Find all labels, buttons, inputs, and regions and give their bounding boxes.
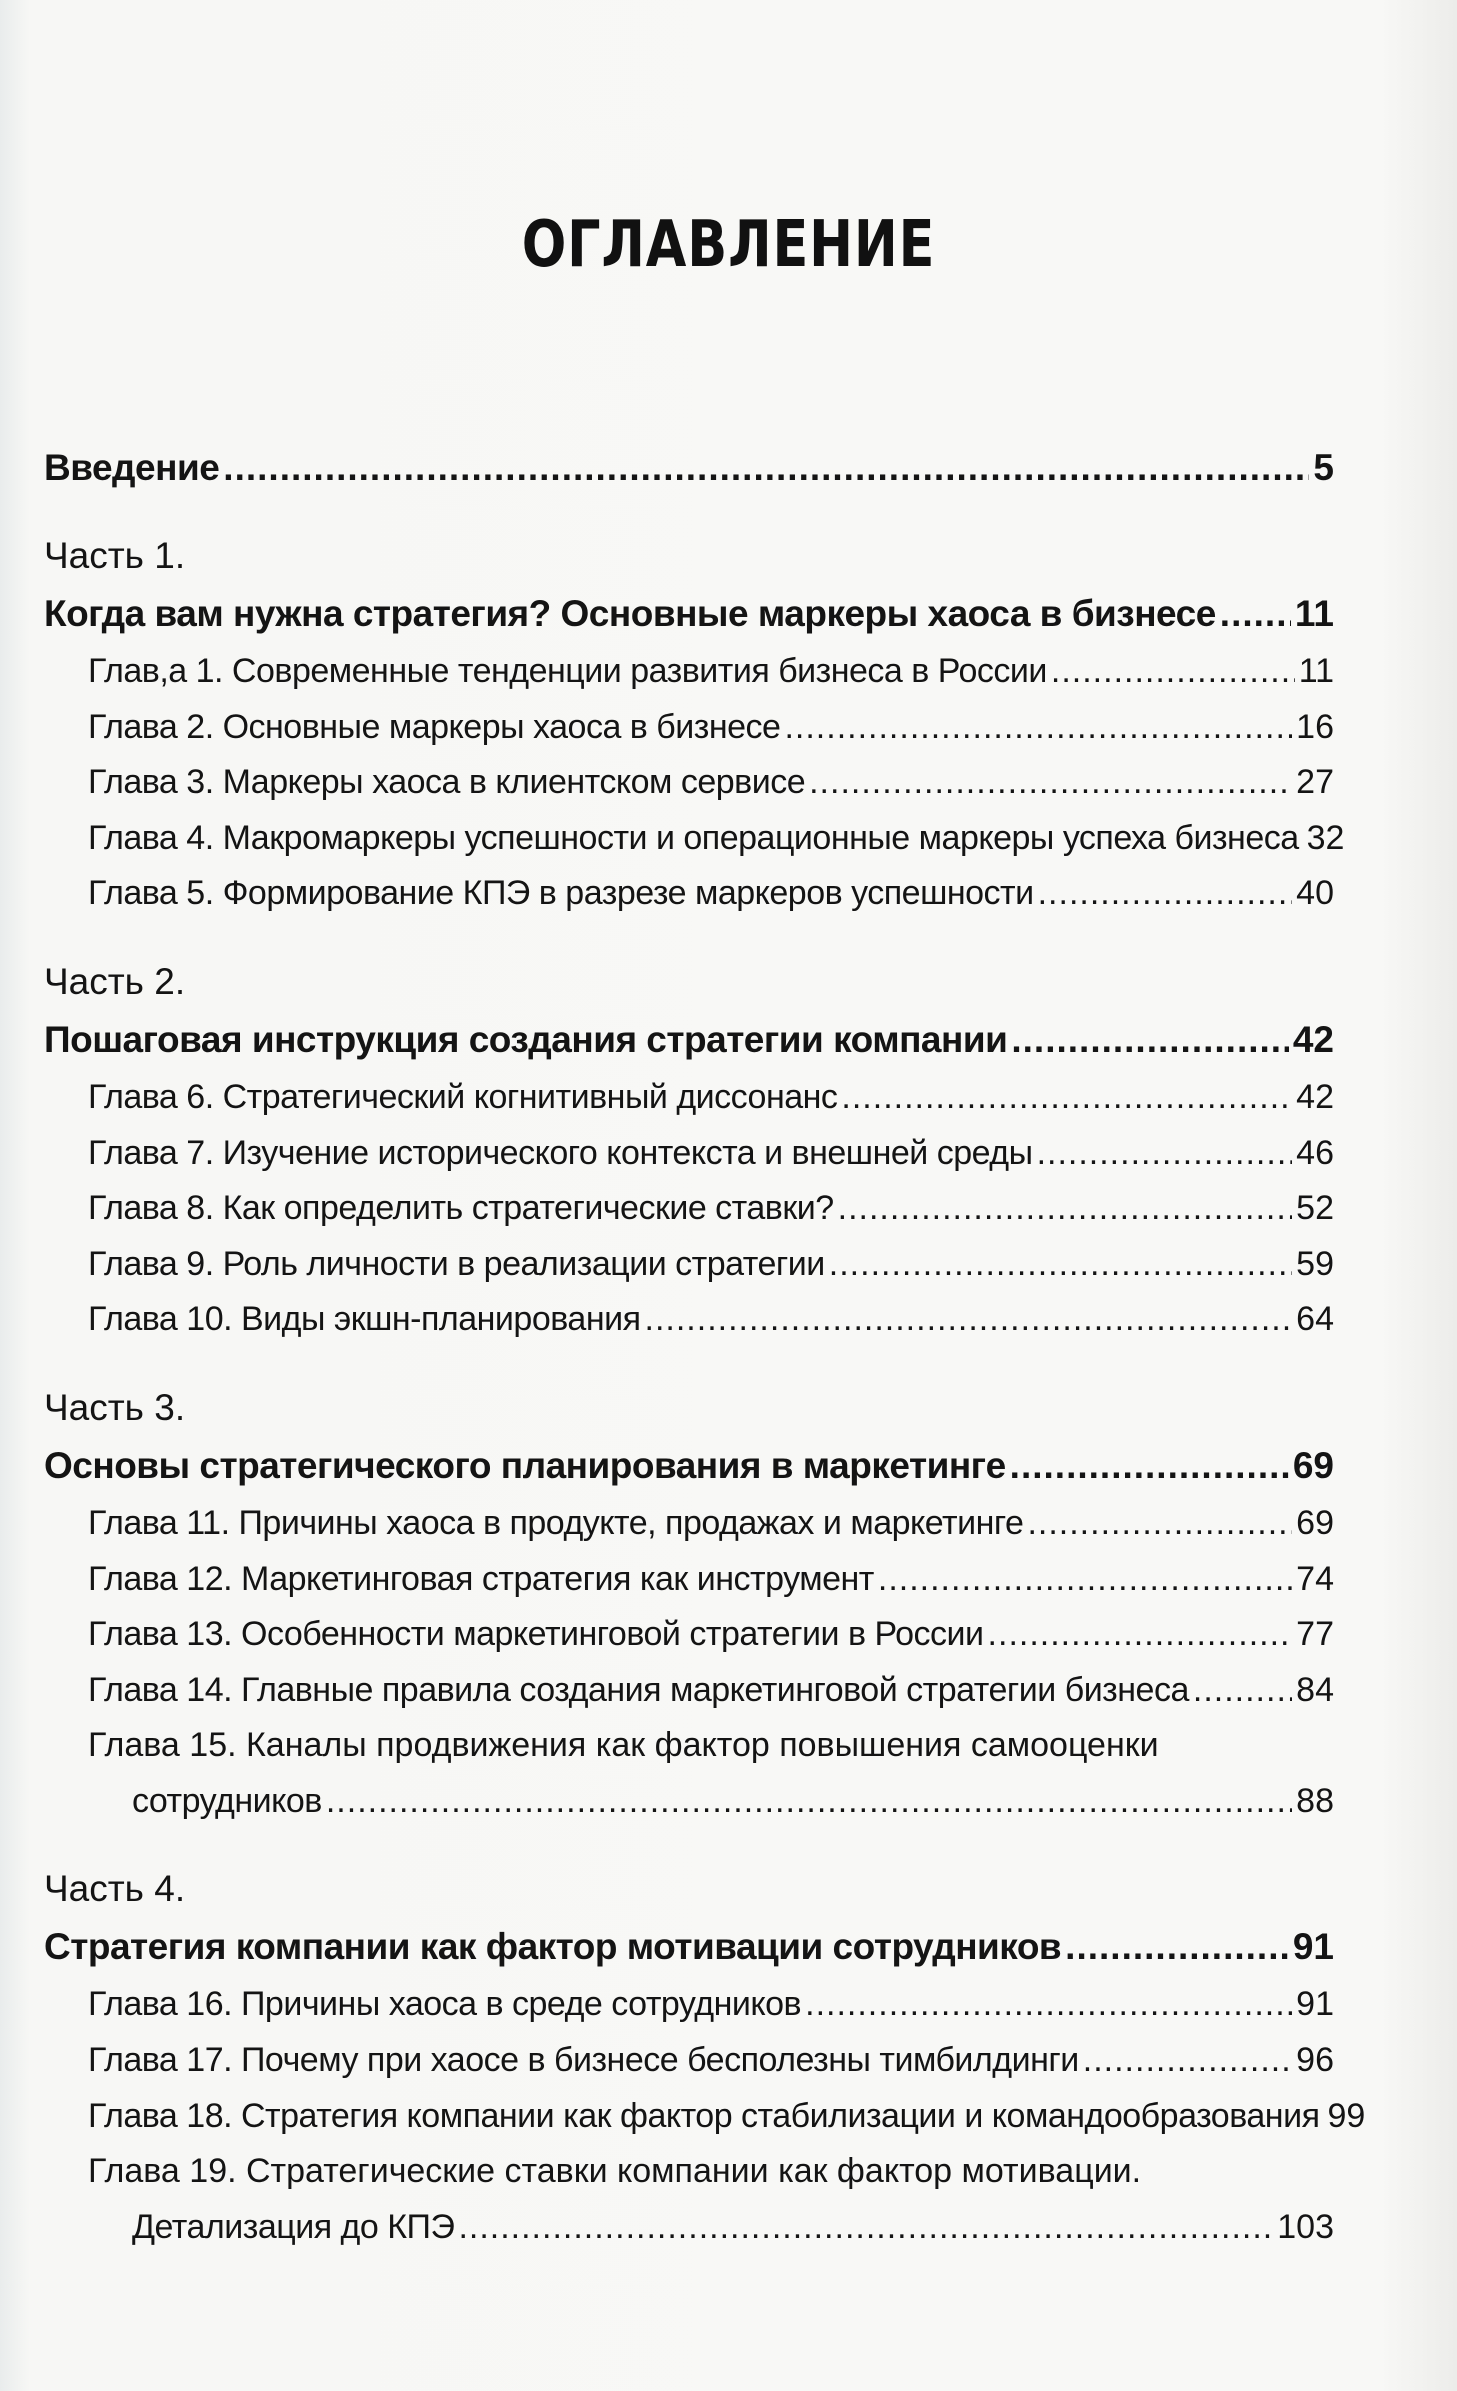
dot-leader <box>841 1070 1292 1126</box>
part-label <box>44 528 1334 584</box>
chapter-title: Глава 3. Маркеры хаоса в клиентском сервисе <box>88 763 806 802</box>
dot-leader <box>1065 1917 1289 1977</box>
chapter-title: Глава 5. Формирование КПЭ в разрезе маркеров успешности <box>88 874 1034 913</box>
chapter-title: Глава 12. Маркетинговая стратегия как инструмент <box>88 1559 874 1598</box>
chapter-title: Глава 9. Роль личности в реализации стратегии <box>88 1244 825 1283</box>
toc-entry-chapter <box>44 1070 1334 1126</box>
toc-entry-page: 42 <box>1296 1077 1334 1116</box>
part-title: Основы стратегического планирования в маркетинге <box>44 1444 1006 1486</box>
chapter-title: Глава 7. Изучение исторического контекста и внешней среды <box>88 1133 1033 1172</box>
toc-entry-page: 59 <box>1296 1244 1334 1283</box>
toc-entry-chapter <box>44 1126 1334 1182</box>
chapter-title: Глава 13. Особенности маркетинговой стратегии в России <box>88 1615 984 1654</box>
toc-entry-chapter <box>44 2089 1366 2145</box>
toc-entry-chapter <box>44 1663 1334 1719</box>
toc-entry-page: 32 <box>1306 818 1345 857</box>
toc-entry-page: 99 <box>1327 2096 1366 2135</box>
toc-entry-part-title <box>44 1917 1334 1977</box>
toc-entry-part-title <box>44 1436 1334 1496</box>
toc-entry-chapter <box>44 2033 1334 2089</box>
dot-leader <box>1220 584 1291 644</box>
dot-leader <box>1193 1663 1292 1719</box>
dot-leader <box>809 755 1292 811</box>
toc-entry-page: 91 <box>1292 1926 1334 1968</box>
toc-entry-chapter <box>44 2144 1334 2255</box>
toc-entry-chapter <box>44 1237 1334 1293</box>
dot-leader <box>1051 644 1295 700</box>
toc-entry-page: 52 <box>1296 1189 1334 1228</box>
toc-entry-chapter <box>44 1977 1334 2033</box>
dot-leader <box>784 700 1292 756</box>
chapter-title: Глава 10. Виды экшн-планирования <box>88 1300 641 1339</box>
toc-entry-chapter <box>44 700 1334 756</box>
dot-leader <box>1037 1126 1293 1182</box>
toc-entry-page: 69 <box>1296 1503 1334 1542</box>
toc-entry-label: Введение <box>44 447 220 488</box>
toc-part-block <box>44 1380 1334 1829</box>
toc-entry-chapter <box>44 755 1334 811</box>
chapter-title: Глава 14. Главные правила создания маркетинговой стратегии бизнеса <box>88 1670 1189 1709</box>
dot-leader <box>1011 1010 1288 1070</box>
toc-entry-page: 42 <box>1292 1018 1334 1060</box>
part-title: Когда вам нужна стратегия? Основные маркеры хаоса в бизнесе <box>44 593 1216 634</box>
part-title: Стратегия компании как фактор мотивации сотрудников <box>44 1926 1062 1968</box>
toc-entry-page: 5 <box>1313 447 1334 488</box>
dot-leader <box>1010 1436 1289 1496</box>
toc-entry-chapter <box>44 1552 1334 1608</box>
page-title: ОГЛАВЛЕНИЕ <box>521 208 936 282</box>
chapter-title-line1: Глава 19. Стратегические ставки компании как фактор мотивации. <box>88 2152 1142 2191</box>
toc-entry-part-title <box>44 584 1334 644</box>
toc-entry-page: 74 <box>1296 1559 1334 1598</box>
toc-entry-chapter <box>44 1718 1334 1829</box>
dot-leader <box>878 1552 1292 1608</box>
toc-entry-page: 91 <box>1296 1985 1334 2024</box>
toc-entry-chapter <box>44 811 1345 867</box>
dot-leader <box>829 1237 1292 1293</box>
toc-entry-page: 40 <box>1296 874 1334 913</box>
toc-entry-page: 16 <box>1296 707 1334 746</box>
toc-entry-page: 27 <box>1296 763 1334 802</box>
part-title: Пошаговая инструкция создания стратегии компании <box>44 1018 1008 1060</box>
toc-part-block <box>44 528 1345 922</box>
toc-entry-page: 64 <box>1296 1300 1334 1339</box>
toc-entry-chapter <box>44 644 1334 700</box>
chapter-title: Глава 6. Стратегический когнитивный диссонанс <box>88 1077 838 1116</box>
dot-leader <box>326 1774 1292 1830</box>
chapter-title: Глава 11. Причины хаоса в продукте, продажах и маркетинге <box>88 1503 1024 1542</box>
toc-entry-part-title <box>44 1010 1334 1070</box>
chapter-title: Глава 8. Как определить стратегические ставки? <box>88 1189 834 1228</box>
toc-entry-chapter <box>44 866 1334 922</box>
toc-entry-page: 69 <box>1292 1444 1334 1486</box>
chapter-title-line2-row <box>88 1774 1334 1830</box>
dot-leader <box>1083 2033 1292 2089</box>
dot-leader <box>838 1181 1293 1237</box>
part-number: Часть 4. <box>44 1868 186 1910</box>
toc-entry-page: 88 <box>1296 1781 1334 1820</box>
dot-leader <box>1027 1496 1292 1552</box>
chapter-title: Глав,а 1. Современные тенденции развития бизнеса в России <box>88 652 1047 690</box>
toc-entry-page: 11 <box>1298 652 1334 690</box>
toc-entry-page: 84 <box>1296 1670 1334 1709</box>
toc-entry-page: 11 <box>1294 593 1334 634</box>
toc-entry-chapter <box>44 1181 1334 1237</box>
dot-leader <box>988 1607 1293 1663</box>
part-number: Часть 3. <box>44 1386 186 1428</box>
toc-entry-page: 46 <box>1296 1133 1334 1172</box>
toc-entry-chapter <box>44 1292 1334 1348</box>
dot-leader <box>223 440 1309 496</box>
chapter-title: Глава 18. Стратегия компании как фактор стабилизации и командообразования <box>88 2096 1320 2135</box>
part-number: Часть 2. <box>44 960 186 1002</box>
toc-entry-chapter <box>44 1607 1334 1663</box>
dot-leader <box>1038 866 1293 922</box>
toc-entry-page: 103 <box>1277 2207 1334 2246</box>
dot-leader <box>458 2200 1273 2256</box>
part-label <box>44 1380 1334 1436</box>
chapter-title-line2: сотрудников <box>132 1781 322 1820</box>
toc-entry-chapter <box>44 1496 1334 1552</box>
toc-entry-page: 77 <box>1296 1615 1334 1654</box>
toc-entry-page: 96 <box>1296 2040 1334 2079</box>
part-label <box>44 954 1334 1010</box>
chapter-title-line2: Детализация до КПЭ <box>132 2207 455 2246</box>
dot-leader <box>645 1292 1293 1348</box>
table-of-contents <box>44 440 1366 2255</box>
chapter-title: Глава 4. Макромаркеры успешности и операционные маркеры успеха бизнеса <box>88 818 1299 857</box>
chapter-title: Глава 16. Причины хаоса в среде сотрудников <box>88 1985 802 2024</box>
chapter-title-line2-row <box>88 2200 1334 2256</box>
toc-part-block <box>44 954 1334 1348</box>
chapter-title-line1: Глава 15. Каналы продвижения как фактор повышения самооценки <box>88 1726 1159 1765</box>
chapter-title: Глава 2. Основные маркеры хаоса в бизнесе <box>88 707 781 746</box>
toc-part-block <box>44 1861 1366 2255</box>
chapter-title: Глава 17. Почему при хаосе в бизнесе бесполезны тимбилдинги <box>88 2040 1079 2079</box>
part-number: Часть 1. <box>44 535 186 576</box>
dot-leader <box>805 1977 1292 2033</box>
toc-entry-intro <box>44 440 1334 496</box>
part-label <box>44 1861 1334 1917</box>
